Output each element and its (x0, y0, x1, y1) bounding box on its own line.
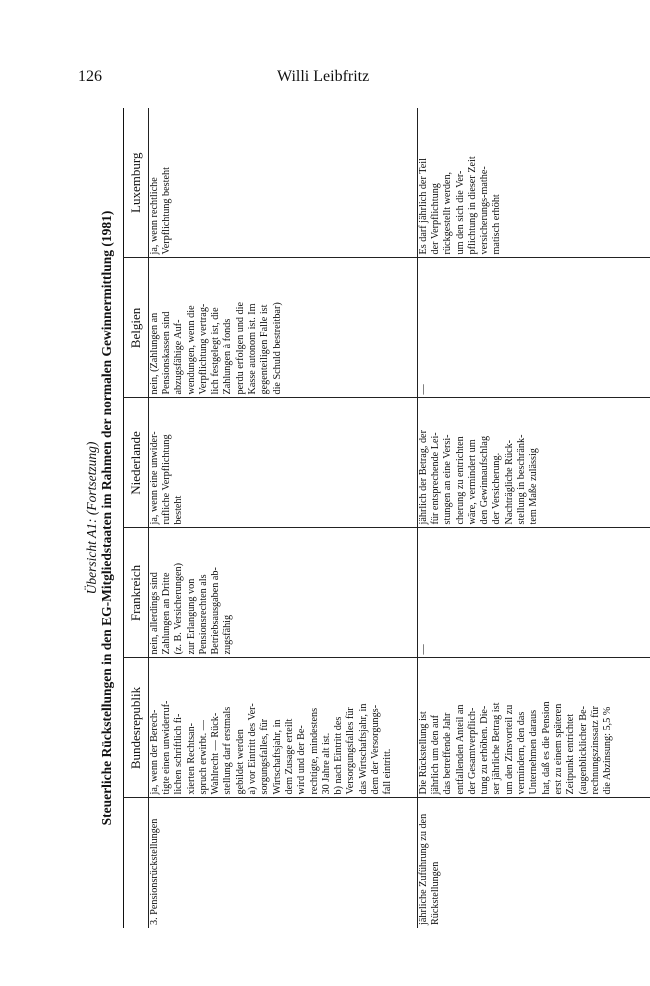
column-header-belgien: Belgien (123, 258, 148, 398)
table-header-row (123, 108, 148, 928)
column-header-niederlande: Niederlande (123, 398, 148, 528)
provisions-table (123, 108, 650, 928)
cell-text: — (417, 644, 429, 655)
cell-niederlande (417, 398, 650, 528)
table-row (417, 108, 650, 928)
cell-luxemburg (148, 108, 417, 258)
cell-text: jährlich der Betrag, der für entsprechende Lei- stungen an eine Versi- cherung zu entrichten wäre, vermindert um den Gewinnaufschlag der Versicherung. Nachträgliche Rück- stellung in beschränk- tem Maße zulässig (417, 430, 540, 525)
cell-niederlande (148, 398, 417, 528)
cell-text: ja, wenn der Berech- tigte einen unwiderruf- lichen schriftlich fi- xierten Rechtsan- spruch erwirbt. — Wahlrecht — Rück- stellung darf erstmals gebildet werden a) vor Eintritt des Ver- sorgungsfalles, für Wirtschaftsjahr, in dem Zusage erteilt wird und der Be- rechtigte, mindestens 30 Jahre alt ist. b) nach Eintritt des Versorgungsfalles für das Wirtschaftsjahr, in dem der Versorgungs- fall eintritt. (148, 700, 394, 795)
column-header-luxemburg: Luxemburg (123, 108, 148, 258)
cell-text: nein, allerdings sind Zahlungen an Dritte (z. B. Versicherungen) zur Erlangung von Pensionsrechten als Betriebsausgaben ab- zugsfähig (148, 563, 234, 655)
cell-frankreich (148, 528, 417, 658)
cell-bundesrepublik (148, 658, 417, 798)
cell-text: Es darf jährlich der Teil der Verpflichtung rückgestellt werden, um den sich die Ver- pflichtung in dieser Zeit versicherungs-mathe- matisch erhöht (417, 156, 503, 255)
running-head-author: Willi Leibfritz (277, 68, 370, 85)
cell-frankreich (417, 528, 650, 658)
column-header-bundesrepublik: Bundesrepublik (123, 658, 148, 798)
cell-luxemburg (417, 108, 650, 258)
cell-text: ja, wenn eine unwider- rufliche Verpflichtung besteht (148, 431, 185, 525)
cell-text: 3. Pensionsrückstellungen (148, 818, 160, 925)
column-header-frankreich: Frankreich (123, 528, 148, 658)
cell-belgien (417, 258, 650, 398)
caption-title: Steuerliche Rückstellungen in den EG-Mitgliedstaaten im Rahmen der normalen Gewinnermittlung (1981) (98, 210, 114, 826)
table-row (148, 108, 417, 928)
cell-text: Die Rückstellung ist jährlich um den auf das betreffende Jahr entfallenden Anteil an der Gesamtverpflich- tung zu erhöhen. Die- ser jährliche Betrag ist um den Zinsvorteil zu vermindern, den das Unternehmen daraus hat, daß es die Pension erst zu einem späteren Zeitpunkt entrichtet (augenblicklicher Be- rechnungszinssatz für die Abzinsung: 5,5 % (417, 701, 614, 795)
cell-text: nein, (Zahlungen an Pensionskassen sind abzugsfähige Auf- wendungen, wenn die Verpflichtung vertrag- lich festgelegt ist, die Zahlungen à fonds perdu erfolgen und die Kasse autonom ist. Im gegenteiligen Falle ist die Schuld bestreitbar) (148, 301, 283, 395)
row-label (148, 798, 417, 928)
rotated-table-block (85, 108, 625, 928)
row-label (417, 798, 650, 928)
cell-belgien (148, 258, 417, 398)
cell-bundesrepublik (417, 658, 650, 798)
cell-text: jährliche Zuführung zu den Rückstellungen (417, 813, 441, 925)
cell-text: ja, wenn rechtliche Verpflichtung besteht (148, 167, 172, 255)
column-header-topic (123, 798, 148, 928)
table-caption (85, 108, 115, 928)
cell-text: — (417, 384, 429, 395)
page-number: 126 (78, 68, 102, 85)
caption-subtitle: Übersicht A1: (Fortsetzung) (84, 441, 99, 595)
